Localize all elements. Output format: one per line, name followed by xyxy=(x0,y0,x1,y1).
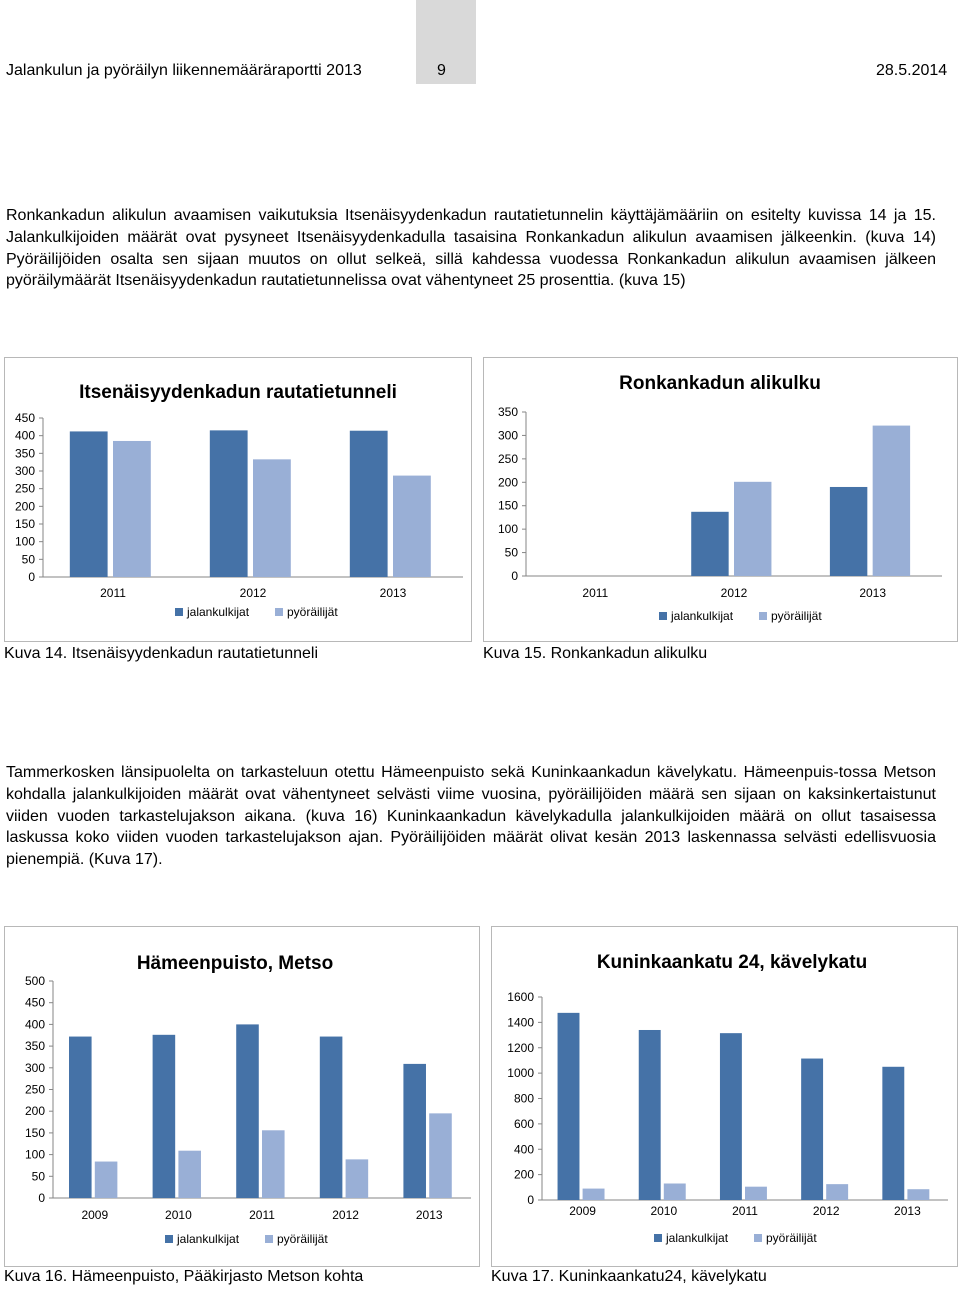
y-tick-label: 50 xyxy=(31,1169,45,1184)
chart-hameenpuisto xyxy=(4,926,480,1267)
bar-pyorailijat-2012 xyxy=(826,1184,848,1200)
y-tick-label: 250 xyxy=(14,481,35,496)
report-title: Jalankulun ja pyöräilyn liikennemääräraportti 2013 xyxy=(6,62,362,79)
chart-ronkankatu xyxy=(483,357,958,642)
legend-swatch xyxy=(275,608,283,616)
x-tick-label: 2013 xyxy=(379,586,407,600)
chart-title: Hämeenpuisto, Metso xyxy=(136,953,334,974)
y-tick-label: 100 xyxy=(497,522,518,537)
y-tick-label: 400 xyxy=(14,428,35,443)
y-tick-label: 150 xyxy=(24,1125,45,1140)
legend-label: jalankulkijat xyxy=(177,1232,240,1246)
x-tick-label: 2009 xyxy=(81,1208,109,1222)
chart-title: Kuninkaankatu 24, kävelykatu xyxy=(596,952,868,973)
y-tick-label: 250 xyxy=(497,451,518,466)
bar-pyorailijat-2013 xyxy=(429,1113,452,1198)
bar-jalankulkijat-2012 xyxy=(691,512,728,576)
y-tick-label: 100 xyxy=(14,534,35,549)
y-tick-label: 500 xyxy=(24,974,45,988)
x-tick-label: 2010 xyxy=(650,1204,678,1218)
y-tick-label: 1600 xyxy=(507,990,534,1004)
caption-kuva-14: Kuva 14. Itsenäisyydenkadun rautatietunneli xyxy=(4,645,318,662)
y-tick-label: 100 xyxy=(24,1147,45,1162)
caption-kuva-17: Kuva 17. Kuninkaankatu24, kävelykatu xyxy=(491,1268,767,1285)
caption-kuva-15: Kuva 15. Ronkankadun alikulku xyxy=(483,645,708,662)
y-tick-label: 350 xyxy=(24,1039,45,1054)
bar-pyorailijat-2011 xyxy=(745,1187,767,1200)
caption-kuva-16: Kuva 16. Hämeenpuisto, Pääkirjasto Metson kohta xyxy=(4,1268,364,1285)
y-tick-label: 450 xyxy=(24,995,45,1010)
x-tick-label: 2013 xyxy=(859,586,887,600)
y-tick-label: 1000 xyxy=(507,1066,534,1081)
bar-jalankulkijat-2013 xyxy=(403,1064,426,1198)
y-tick-label: 600 xyxy=(513,1116,534,1131)
bar-jalankulkijat-2012 xyxy=(320,1037,343,1198)
paragraph-ronkankatu: Ronkankadun alikulun avaamisen vaikutuksia Itsenäisyydenkadun rautatietunnelin käyttäjämääriin on esitelty kuvissa 14 ja 15. Jalankulkijoiden määrät ovat pysyneet Itsenäisyydenkadulla tasaisina Ronkankadun alikulun avaamisen jälkeenkin. (kuva 14) Pyöräilijöiden osalta sen sijaan muutos on ollut selkeä, sillä kahdessa vuodessa Ronkankadun alikulun avaamisen jälkeen pyöräilymäärät Itsenäisyydenkadun rautatietunnelissa ovat vähentyneet 25 prosenttia. (kuva 15) xyxy=(6,207,936,290)
y-tick-label: 150 xyxy=(14,517,35,531)
y-tick-label: 0 xyxy=(511,569,518,583)
y-tick-label: 400 xyxy=(24,1017,45,1032)
y-tick-label: 300 xyxy=(497,428,518,443)
x-tick-label: 2011 xyxy=(100,586,126,600)
y-tick-label: 300 xyxy=(14,464,35,478)
legend-swatch xyxy=(754,1234,762,1242)
bar-pyorailijat-2012 xyxy=(346,1159,369,1198)
report-date: 28.5.2014 xyxy=(876,62,948,79)
x-tick-label: 2011 xyxy=(582,586,609,600)
y-tick-label: 50 xyxy=(21,552,35,567)
y-tick-label: 450 xyxy=(14,411,35,425)
bar-jalankulkijat-2012 xyxy=(801,1059,823,1200)
page-header xyxy=(0,0,960,90)
legend-swatch xyxy=(165,1235,173,1243)
y-tick-label: 200 xyxy=(497,475,518,490)
x-tick-label: 2012 xyxy=(720,586,748,600)
chart-title: Ronkankadun alikulku xyxy=(619,373,821,394)
bar-jalankulkijat-2009 xyxy=(558,1013,580,1200)
bar-pyorailijat-2010 xyxy=(664,1184,686,1200)
legend-swatch xyxy=(659,612,667,620)
x-tick-label: 2011 xyxy=(249,1208,275,1222)
x-tick-label: 2010 xyxy=(165,1208,192,1222)
bar-pyorailijat-2009 xyxy=(95,1162,118,1198)
y-tick-label: 200 xyxy=(24,1104,45,1119)
bar-pyorailijat-2012 xyxy=(734,482,771,576)
legend-label: pyöräilijät xyxy=(766,1231,817,1245)
bar-jalankulkijat-2010 xyxy=(639,1030,661,1200)
y-tick-label: 400 xyxy=(513,1142,534,1157)
legend-label: jalankulkijat xyxy=(187,605,250,619)
bar-pyorailijat-2013 xyxy=(907,1189,929,1200)
legend-swatch xyxy=(265,1235,273,1243)
y-tick-label: 200 xyxy=(14,499,35,514)
chart-kuninkaankatu-svg xyxy=(492,927,957,1266)
bar-pyorailijat-2011 xyxy=(262,1130,285,1198)
chart-ronkankatu-svg xyxy=(484,358,957,641)
legend-label: pyöräilijät xyxy=(277,1232,328,1246)
y-tick-label: 1400 xyxy=(507,1015,534,1030)
bar-jalankulkijat-2011 xyxy=(720,1033,742,1200)
bar-jalankulkijat-2012 xyxy=(210,430,248,577)
legend-label: jalankulkijat xyxy=(671,609,734,623)
chart-hameenpuisto-svg xyxy=(5,927,479,1266)
y-tick-label: 150 xyxy=(497,498,518,513)
y-tick-label: 350 xyxy=(14,446,35,461)
legend-swatch xyxy=(175,608,183,616)
x-tick-label: 2013 xyxy=(415,1208,443,1222)
bar-pyorailijat-2010 xyxy=(178,1151,201,1198)
chart-itsenaisyydenkatu-svg xyxy=(5,358,471,641)
y-tick-label: 1200 xyxy=(507,1040,534,1055)
bar-pyorailijat-2011 xyxy=(113,441,151,577)
chart-kuninkaankatu xyxy=(491,926,958,1267)
page-number-tab xyxy=(416,0,476,84)
bar-jalankulkijat-2013 xyxy=(830,487,867,576)
legend-label: pyöräilijät xyxy=(287,605,338,619)
bar-jalankulkijat-2013 xyxy=(350,431,388,577)
bar-pyorailijat-2009 xyxy=(583,1189,605,1200)
bar-jalankulkijat-2011 xyxy=(236,1024,259,1198)
bar-pyorailijat-2012 xyxy=(253,459,291,577)
y-tick-label: 300 xyxy=(24,1060,45,1075)
bar-pyorailijat-2013 xyxy=(393,476,431,577)
y-tick-label: 0 xyxy=(38,1191,45,1205)
y-tick-label: 800 xyxy=(513,1091,534,1106)
bar-pyorailijat-2013 xyxy=(873,426,910,576)
y-tick-label: 350 xyxy=(497,405,518,419)
x-tick-label: 2012 xyxy=(239,586,267,600)
y-tick-label: 0 xyxy=(527,1193,534,1207)
x-tick-label: 2009 xyxy=(569,1204,596,1218)
y-tick-label: 0 xyxy=(28,570,35,584)
legend-swatch xyxy=(759,612,767,620)
x-tick-label: 2012 xyxy=(332,1208,359,1222)
y-tick-label: 50 xyxy=(504,545,518,560)
y-tick-label: 200 xyxy=(513,1167,534,1182)
bar-jalankulkijat-2010 xyxy=(153,1035,176,1198)
paragraph-tammerkoski: Tammerkosken länsipuolelta on tarkasteluun otettu Hämeenpuisto sekä Kuninkaankadun kävelykatu. Hämeenpuis-tossa Metson kohdalla jalankulkijoiden määrät ovat vähentyneet selvästi viime vuosina, pyöräilijöiden määrä sen sijaan on kaksinkertaistunut viiden vuoden tarkastelujakson aikana. (kuva 16) Kuninkaankadun kävelykadulla jalankulkijoiden määrä on ollut tasaisessa laskussa koko viiden vuoden tarkastelujakson ajan. Pyöräilijöiden määrät olivat kesän 2013 laskennassa selvästi edellisvuosia pienempiä. (Kuva 17). xyxy=(6,764,936,869)
bar-jalankulkijat-2011 xyxy=(70,431,108,577)
x-tick-label: 2013 xyxy=(894,1204,921,1218)
page-number: 9 xyxy=(437,62,446,79)
chart-itsenaisyydenkatu xyxy=(4,357,472,642)
chart-title: Itsenäisyydenkadun rautatietunneli xyxy=(79,382,397,403)
legend-label: pyöräilijät xyxy=(771,609,822,623)
x-tick-label: 2011 xyxy=(732,1204,758,1218)
x-tick-label: 2012 xyxy=(812,1204,840,1218)
y-tick-label: 250 xyxy=(24,1082,45,1097)
legend-label: jalankulkijat xyxy=(666,1231,729,1245)
bar-jalankulkijat-2009 xyxy=(69,1037,92,1198)
bar-jalankulkijat-2013 xyxy=(882,1067,904,1200)
legend-swatch xyxy=(654,1234,662,1242)
